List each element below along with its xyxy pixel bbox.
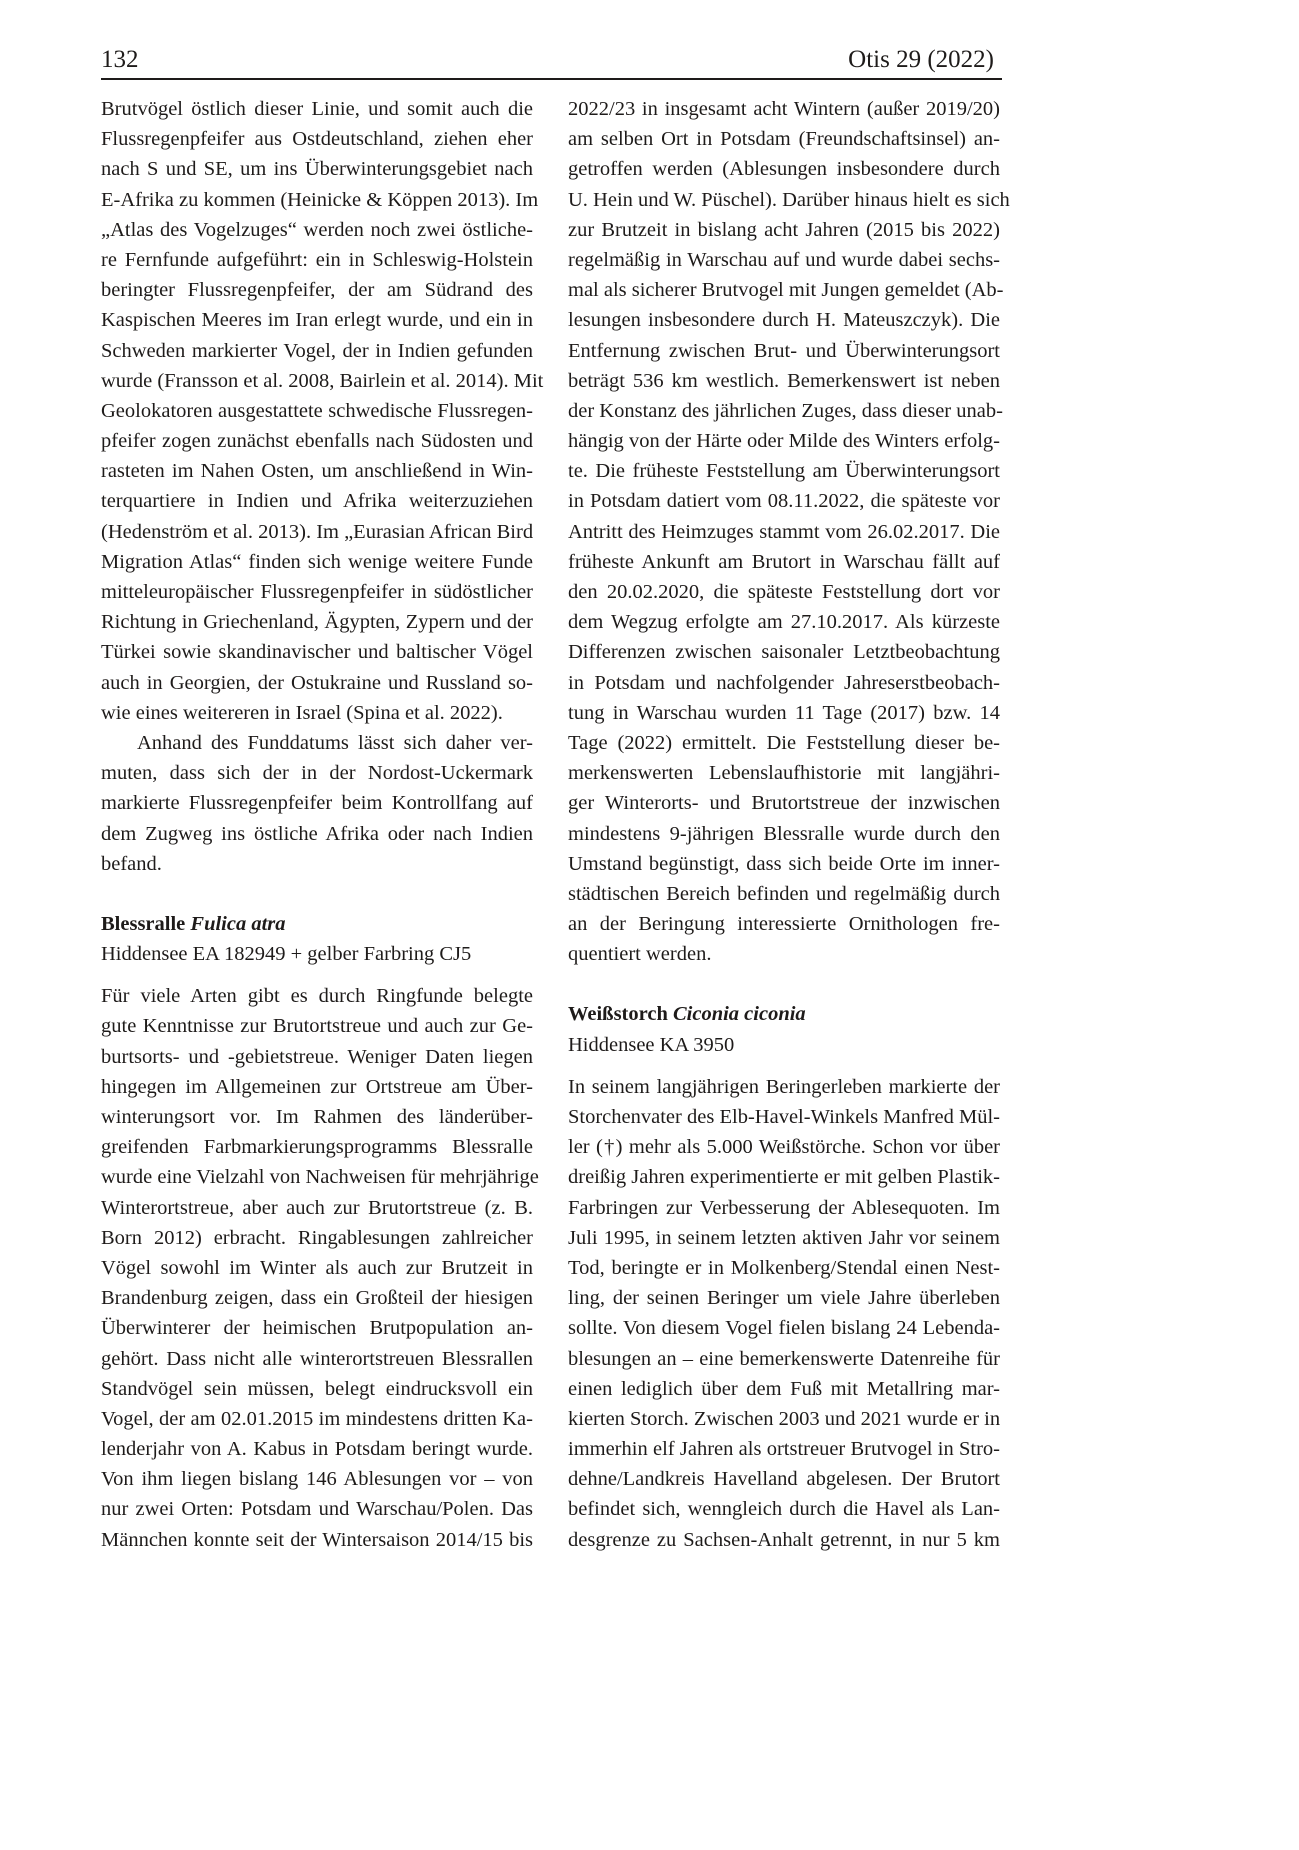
text-line: markierte Flussregenpfeifer beim Kontrollfang auf bbox=[101, 792, 533, 815]
ring-id: Hiddensee KA 3950 bbox=[568, 1033, 735, 1056]
text-line: hängig von der Härte oder Milde des Winters erfolg- bbox=[568, 430, 1000, 453]
text-line: Born 2012) erbracht. Ringablesungen zahlreicher bbox=[101, 1226, 533, 1249]
text-line: (Hedenström et al. 2013). Im „Eurasian African Bird bbox=[101, 520, 534, 543]
text-line: te. Die früheste Feststellung am Überwinterungsort bbox=[568, 460, 1000, 483]
text-line: dem Wegzug erfolgte am 27.10.2017. Als kürzeste bbox=[568, 611, 1000, 634]
text-line: Schweden markierter Vogel, der in Indien gefunden bbox=[101, 339, 533, 362]
text-line: wie eines weitereren in Israel (Spina et al. 2022). bbox=[101, 701, 503, 724]
text-line: auch in Georgien, der Ostukraine und Russland so- bbox=[101, 671, 533, 694]
text-line: Anhand des Funddatums lässt sich daher ver- bbox=[137, 731, 533, 754]
text-line: winterungsort vor. Im Rahmen des länderüber- bbox=[101, 1106, 533, 1128]
text-line: früheste Ankunft am Brutort in Warschau fällt auf bbox=[568, 550, 1000, 573]
paragraph-flussregenpfeifer bbox=[101, 94, 544, 728]
text-line: an der Beringung interessierte Ornithologen fre- bbox=[568, 913, 1000, 936]
text-line: E-Afrika zu kommen (Heinicke & Köppen 2013). Im bbox=[101, 188, 539, 211]
text-line: Entfernung zwischen Brut- und Überwinterungsort bbox=[568, 339, 1000, 362]
text-line: in Potsdam datiert vom 08.11.2022, die späteste vor bbox=[568, 490, 1000, 513]
text-line: am selben Ort in Potsdam (Freundschaftsinsel) an- bbox=[568, 128, 1000, 151]
text-line: Tage (2022) ermittelt. Die Feststellung dieser be- bbox=[568, 731, 1000, 754]
text-line: hingegen im Allgemeinen zur Ortstreue am Über- bbox=[101, 1075, 533, 1098]
text-line: Brutvögel östlich dieser Linie, und somit auch die bbox=[101, 98, 533, 120]
text-line: dem Zugweg ins östliche Afrika oder nach Indien bbox=[101, 822, 533, 845]
text-line: Von ihm liegen bislang 146 Ablesungen vor – von bbox=[101, 1468, 533, 1491]
text-line: Antritt des Heimzuges stammt vom 26.02.2017. Die bbox=[568, 520, 1000, 543]
text-line: Juli 1995, in seinem letzten aktiven Jahr vor seinem bbox=[568, 1226, 1000, 1249]
text-line: gehört. Dass nicht alle winterortstreuen Blessrallen bbox=[101, 1347, 533, 1370]
text-line: befand. bbox=[101, 852, 162, 875]
text-line: wurde eine Vielzahl von Nachweisen für mehrjährige bbox=[101, 1166, 539, 1189]
text-line: Storchenvater des Elb-Havel-Winkels Manfred Mül- bbox=[568, 1106, 1000, 1128]
text-line: in Potsdam und nachfolgender Jahreserstbeobach- bbox=[568, 671, 1000, 694]
text-line: Flussregenpfeifer aus Ostdeutschland, ziehen eher bbox=[101, 128, 533, 151]
text-line: burtsorts- und -gebietstreue. Weniger Daten liegen bbox=[101, 1045, 533, 1068]
text-line: Tod, beringte er in Molkenberg/Stendal einen Nest- bbox=[568, 1256, 1000, 1279]
page-number: 132 bbox=[101, 46, 139, 73]
text-line: kierten Storch. Zwischen 2003 und 2021 wurde er in bbox=[568, 1407, 1001, 1430]
section-gap bbox=[568, 1060, 1000, 1072]
paragraph-blessralle-continued bbox=[568, 94, 1010, 969]
text-line: zur Brutzeit in bislang acht Jahren (2015 bis 2022) bbox=[568, 218, 1000, 241]
text-line: U. Hein und W. Püschel). Darüber hinaus hielt es sich bbox=[568, 188, 1010, 211]
text-line: nur zwei Orten: Potsdam und Warschau/Polen. Das bbox=[101, 1498, 533, 1521]
text-line: einen lediglich über dem Fuß mit Metallring mar- bbox=[568, 1377, 1000, 1400]
text-line: terquartiere in Indien und Afrika weiterzuziehen bbox=[101, 490, 533, 513]
text-line: Türkei sowie skandinavischer und baltischer Vögel bbox=[101, 641, 533, 664]
text-line: getroffen werden (Ablesungen insbesondere durch bbox=[568, 158, 1000, 181]
text-line: gute Kenntnisse zur Brutortstreue und auch zur Ge- bbox=[101, 1015, 533, 1038]
text-line: lenderjahr von A. Kabus in Potsdam beringt wurde. bbox=[101, 1438, 533, 1461]
text-line: nach S und SE, um ins Überwinterungsgebiet nach bbox=[101, 158, 533, 181]
text-line: „Atlas des Vogelzuges“ werden noch zwei östliche- bbox=[101, 218, 533, 241]
text-line: Überwinterer der heimischen Brutpopulation an- bbox=[101, 1317, 533, 1340]
text-line: Migration Atlas“ finden sich wenige weitere Funde bbox=[101, 550, 533, 573]
paragraph-weissstorch bbox=[568, 1072, 1000, 1555]
scientific-name: Fulica atra bbox=[190, 912, 286, 935]
text-line: Vögel sowohl im Winter als auch zur Brutzeit in bbox=[101, 1256, 533, 1279]
text-line: tung in Warschau wurden 11 Tage (2017) bzw. 14 bbox=[568, 701, 1000, 724]
text-line: quentiert werden. bbox=[568, 943, 712, 966]
text-line: sollte. Von diesem Vogel fielen bislang 24 Lebenda- bbox=[568, 1317, 1000, 1340]
text-line: pfeifer zogen zunächst ebenfalls nach Südosten und bbox=[101, 430, 533, 453]
text-line: Richtung in Griechenland, Ägypten, Zypern und der bbox=[101, 611, 533, 634]
section-heading-blessralle bbox=[101, 909, 533, 939]
section-gap bbox=[101, 879, 533, 909]
section-heading-weissstorch bbox=[568, 999, 1000, 1029]
text-line: dreißig Jahren experimentierte er mit gelben Plastik- bbox=[568, 1166, 1000, 1189]
right-column bbox=[568, 94, 1010, 1555]
section-gap bbox=[101, 969, 533, 981]
paragraph-funddatum bbox=[101, 728, 533, 879]
text-line: Männchen konnte seit der Wintersaison 2014/15 bis bbox=[101, 1528, 533, 1551]
text-line: den 20.02.2020, die späteste Feststellung dort vor bbox=[568, 581, 1000, 603]
text-line: Standvögel sein müssen, belegt eindrucksvoll ein bbox=[101, 1377, 533, 1400]
text-line: Kaspischen Meeres im Iran erlegt wurde, und ein in bbox=[101, 309, 533, 332]
text-line: Geolokatoren ausgestattete schwedische Flussregen- bbox=[101, 399, 533, 422]
text-line: städtischen Bereich befinden und regelmäßig durch bbox=[568, 882, 1000, 905]
text-line: desgrenze zu Sachsen-Anhalt getrennt, in nur 5 km bbox=[568, 1528, 1000, 1551]
text-line: regelmäßig in Warschau auf und wurde dabei sechs- bbox=[568, 248, 1000, 271]
scientific-name: Ciconia ciconia bbox=[672, 1003, 806, 1026]
text-line: merkenswerten Lebenslaufhistorie mit langjähri- bbox=[568, 762, 1000, 785]
text-line: blesungen an – eine bemerkenswerte Datenreihe für bbox=[568, 1347, 1000, 1370]
text-line: wurde (Fransson et al. 2008, Bairlein et al. 2014). Mit bbox=[101, 369, 544, 392]
common-name: Blessralle bbox=[101, 912, 186, 935]
text-line: re Fernfunde aufgeführt: ein in Schleswig-Holstein bbox=[101, 248, 533, 271]
text-line: befindet sich, wenngleich durch die Havel als Lan- bbox=[568, 1498, 1000, 1521]
text-line: muten, dass sich der in der Nordost-Uckermark bbox=[101, 762, 533, 785]
paragraph-blessralle bbox=[101, 981, 539, 1555]
text-line: mal als sicherer Brutvogel mit Jungen gemeldet (Ab- bbox=[568, 279, 1004, 302]
text-line: Farbringen zur Verbesserung der Ablesequoten. Im bbox=[568, 1196, 1000, 1219]
text-line: greifenden Farbmarkierungsprogramms Blessralle bbox=[101, 1136, 533, 1159]
page-header bbox=[101, 42, 1002, 80]
text-line: Differenzen zwischen saisonaler Letztbeobachtung bbox=[568, 641, 1000, 664]
text-line: mindestens 9-jährigen Blessralle wurde durch den bbox=[568, 822, 1000, 845]
text-line: ger Winterorts- und Brutortstreue der inzwischen bbox=[568, 792, 1000, 815]
text-line: mitteleuropäischer Flussregenpfeifer in südöstlicher bbox=[101, 581, 533, 603]
text-line: 2022/23 in insgesamt acht Wintern (außer 2019/20) bbox=[568, 98, 1000, 120]
common-name: Weißstorch bbox=[568, 1003, 668, 1026]
text-line: lesungen insbesondere durch H. Mateuszczyk). Die bbox=[568, 309, 1000, 332]
text-line: beringter Flussregenpfeifer, der am Südrand des bbox=[101, 279, 533, 302]
text-line: immerhin elf Jahren als ortstreuer Brutvogel in Stro- bbox=[568, 1438, 1000, 1461]
text-line: rasteten im Nahen Osten, um anschließend in Win- bbox=[101, 460, 533, 483]
text-line: Für viele Arten gibt es durch Ringfunde belegte bbox=[101, 985, 533, 1008]
journal-citation: Otis 29 (2022) bbox=[848, 46, 994, 73]
text-line: ling, der seinen Beringer um viele Jahre überleben bbox=[568, 1287, 1000, 1310]
text-line: der Konstanz des jährlichen Zuges, dass dieser unab- bbox=[568, 399, 1003, 422]
text-line: Umstand begünstigt, dass sich beide Orte im inner- bbox=[568, 852, 1000, 875]
text-line: In seinem langjährigen Beringerleben markierte der bbox=[568, 1075, 1000, 1098]
ring-id: Hiddensee EA 182949 + gelber Farbring CJ5 bbox=[101, 943, 472, 966]
text-line: dehne/Landkreis Havelland abgelesen. Der Brutort bbox=[568, 1468, 1000, 1491]
section-gap bbox=[568, 969, 1000, 999]
text-line: Vogel, der am 02.01.2015 im mindestens dritten Ka- bbox=[101, 1407, 533, 1430]
left-column bbox=[101, 94, 544, 1555]
text-line: Brandenburg zeigen, dass ein Großteil der hiesigen bbox=[101, 1287, 533, 1310]
text-line: Winterortstreue, aber auch zur Brutortstreue (z. B. bbox=[101, 1196, 533, 1219]
text-line: beträgt 536 km westlich. Bemerkenswert ist neben bbox=[568, 369, 1000, 392]
text-line: ler (†) mehr als 5.000 Weißstörche. Schon vor über bbox=[568, 1136, 1000, 1159]
